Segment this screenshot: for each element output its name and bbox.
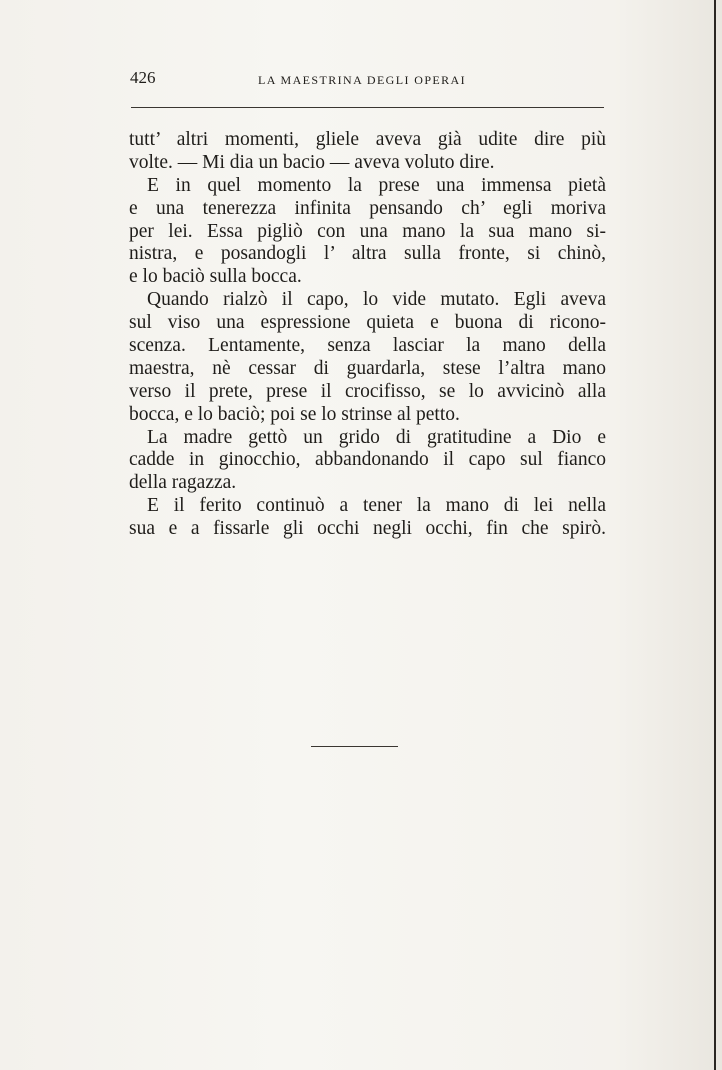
body-text	[129, 129, 606, 541]
text-line: cadde in ginocchio, abbandonando il capo sul fianco	[129, 449, 606, 471]
text-line: sul viso una espressione quieta e buona di ricono-	[129, 312, 606, 334]
page-number: 426	[130, 68, 156, 87]
running-title: LA MAESTRINA DEGLI OPERAI	[258, 73, 466, 87]
text-line: E il ferito continuò a tener la mano di lei nella	[147, 495, 606, 517]
end-of-chapter-rule	[311, 746, 398, 747]
text-line: Quando rialzò il capo, lo vide mutato. Egli aveva	[147, 289, 606, 311]
text-line: verso il prete, prese il crocifisso, se lo avvicinò alla	[129, 380, 606, 402]
text-line: nistra, e posandogli l’ altra sulla fronte, si chinò,	[129, 243, 606, 265]
text-line: La madre gettò un grido di gratitudine a Dio e	[147, 426, 606, 448]
text-line: bocca, e lo baciò; poi se lo strinse al petto.	[129, 403, 460, 425]
text-line: volte. — Mi dia un bacio — aveva voluto dire.	[129, 151, 495, 173]
text-line: e lo baciò sulla bocca.	[129, 266, 302, 288]
text-line: scenza. Lentamente, senza lasciar la mano della	[129, 335, 606, 357]
text-line: e una tenerezza infinita pensando ch’ egli moriva	[129, 197, 606, 219]
text-line: maestra, nè cessar di guardarla, stese l’altra mano	[129, 357, 606, 379]
text-line: E in quel momento la prese una immensa pietà	[147, 174, 606, 196]
header-rule	[131, 107, 604, 108]
running-head	[130, 68, 605, 92]
text-line: della ragazza.	[129, 472, 237, 494]
text-line: tutt’ altri momenti, gliele aveva già udite dire più	[129, 129, 606, 150]
page-edge-line	[714, 0, 716, 1070]
text-line: sua e a fissarle gli occhi negli occhi, fin che spirò.	[129, 518, 606, 540]
text-line: per lei. Essa pigliò con una mano la sua mano si-	[129, 220, 606, 242]
